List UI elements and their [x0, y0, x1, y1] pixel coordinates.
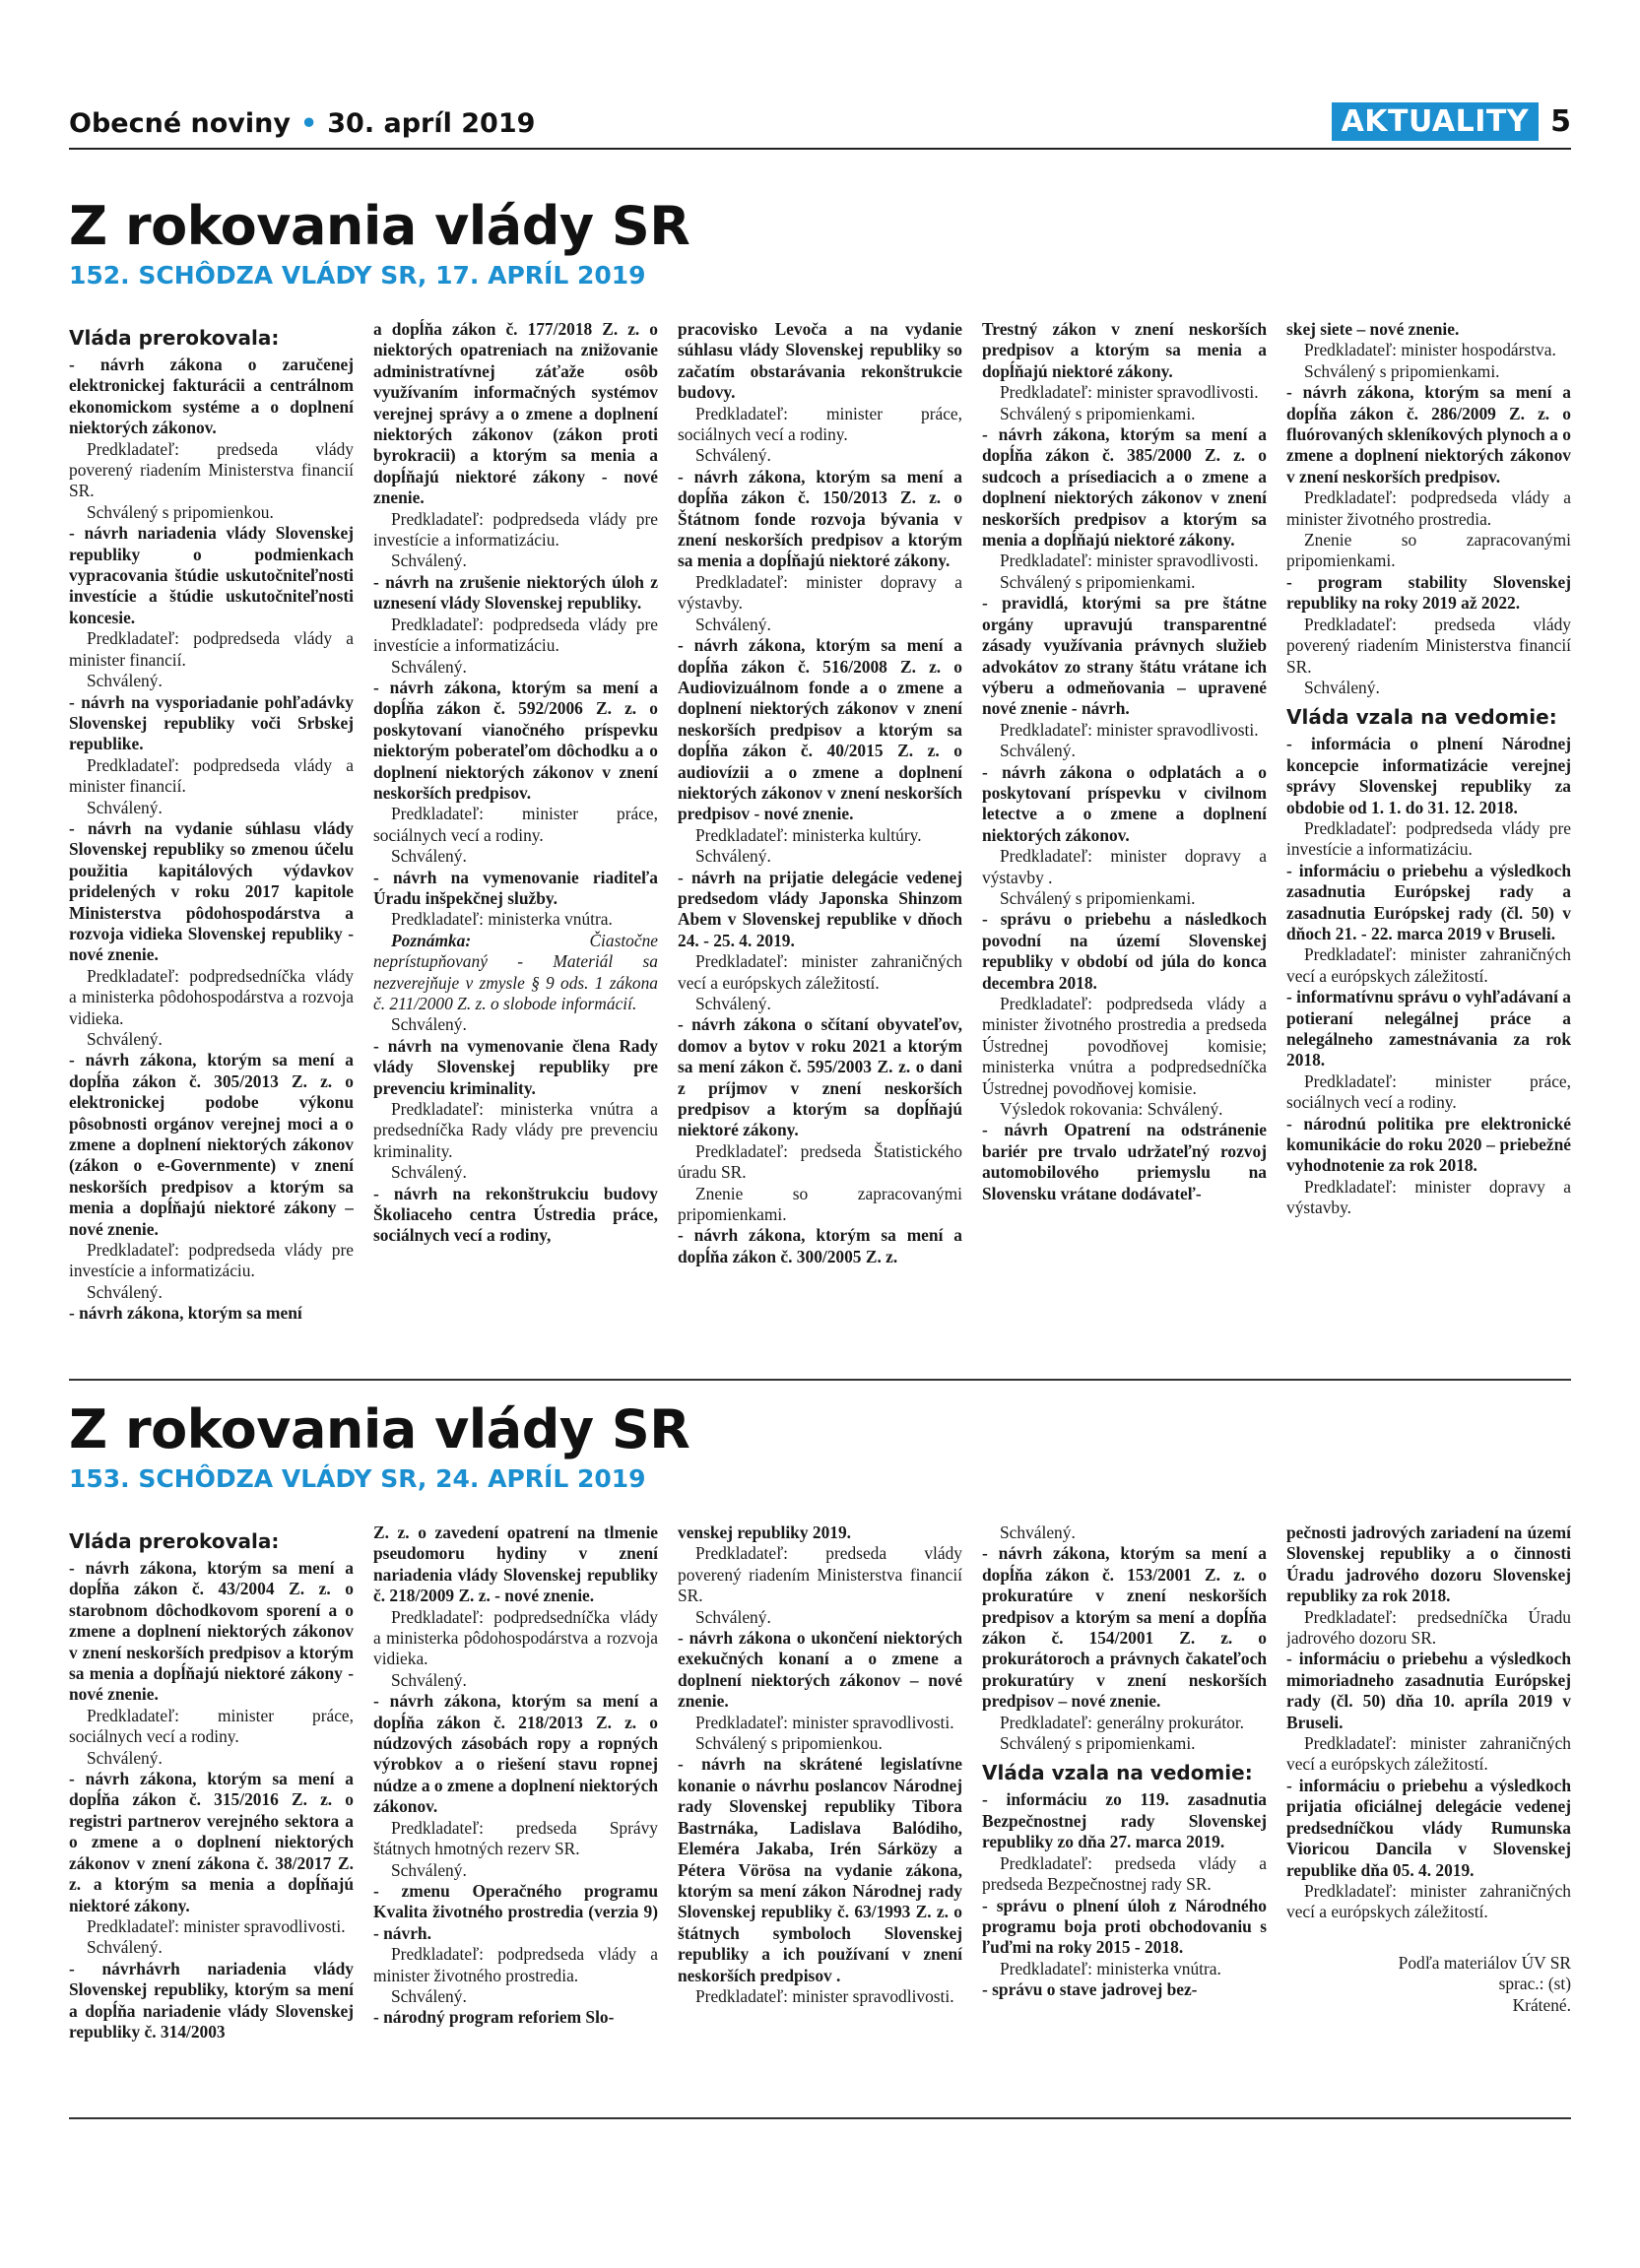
agenda-item: - návrh zákona o odplatách a o poskytovaní príspevku v civilnom letectve a o zmene a doplnení niektorých zákonov.	[982, 761, 1267, 845]
text-column	[982, 1523, 1267, 2143]
masthead	[69, 108, 535, 139]
item-detail: Schválený.	[87, 1937, 163, 1958]
item-detail: Predkladateľ: predsedníčka Úradu jadrového dozoru SR.	[1286, 1606, 1571, 1649]
agenda-item: venskej republiky 2019.	[678, 1523, 852, 1542]
item-detail: Predkladateľ: predseda vlády poverený riadením Ministerstva financií SR.	[1286, 614, 1571, 677]
agenda-item: - návrh zákona, ktorým sa mení a dopĺňa zákon č. 150/2013 Z. z. o Štátnom fonde rozvoja bývania v znení neskorších predpisov a ktorým sa menia a dopĺňajú niektoré zákony.	[678, 466, 962, 571]
item-detail: Schválený.	[1000, 741, 1076, 761]
agenda-item: - zmenu Operačného programu Kvalita životného prostredia (verzia 9) - návrh.	[373, 1880, 658, 1943]
item-detail: Schválený s pripomienkou.	[87, 501, 274, 522]
item-detail: Predkladateľ: predseda Správy štátnych hmotných rezerv SR.	[373, 1817, 658, 1859]
agenda-item: - návrh zákona, ktorým sa mení a dopĺňa zákon č. 592/2006 Z. z. o poskytovaní vianočného príspevku niektorým poberateľom dôchodku a o doplnení niektorých zákonov v znení neskorších predpisov.	[373, 677, 658, 803]
agenda-item: - návrh zákona o zaručenej elektronickej fakturácii a centrálnom ekonomickom systéme a o doplnení niektorých zákonov.	[69, 355, 354, 438]
item-detail: Predkladateľ: minister zahraničných vecí a európskych záležitostí.	[1286, 1880, 1571, 1922]
agenda-item: - návrh zákona, ktorým sa mení a dopĺňa zákon č. 385/2000 Z. z. o sudcoch a prísediacich a o zmene a doplnení niektorých zákonov v znení neskorších predpisov a ktorým sa menia a dopĺňajú niektoré zákony.	[982, 424, 1267, 551]
item-detail: Schválený.	[391, 1859, 467, 1880]
article-columns	[69, 1523, 1571, 2143]
item-detail: Predkladateľ: podpredseda vlády pre investície a informatizáciu.	[1286, 817, 1571, 860]
item-detail: Schválený.	[391, 656, 467, 677]
agenda-item: pracovisko Levoča a na vydanie súhlasu vlády Slovenskej republiky so začatím obstarávania rekonštrukcie budovy.	[678, 319, 962, 403]
item-detail: Schválený.	[391, 1014, 467, 1035]
text-column	[69, 319, 354, 1373]
agenda-item: - národný program reforiem Slo-	[373, 2007, 615, 2028]
text-column	[678, 1523, 962, 2143]
item-detail: Predkladateľ: ministerka vnútra a predsedníčka Rady vlády pre prevenciu kriminality.	[373, 1099, 658, 1161]
agenda-item: - návrh nariadenia vlády Slovenskej republiky o podmienkach vypracovania štúdie uskutočniteľnosti investície a štúdie uskutočniteľnosti koncesie.	[69, 523, 354, 627]
agenda-item: - návrh zákona, ktorým sa mení	[69, 1303, 302, 1324]
item-detail: Schválený s pripomienkami.	[1000, 887, 1196, 908]
agenda-item: - návrhávrh nariadenia vlády Slovenskej republiky, ktorým sa mení a dopĺňa nariadenie vlády Slovenskej republiky č. 314/2003	[69, 1958, 354, 2041]
article-153	[69, 1398, 1571, 2143]
item-detail: Predkladateľ: ministerka vnútra.	[1000, 1958, 1221, 1978]
item-detail: Schválený.	[87, 671, 163, 691]
item-detail: Schválený.	[391, 846, 467, 867]
item-detail: Predkladateľ: minister práce, sociálnych vecí a rodiny.	[373, 804, 658, 845]
item-detail: Schválený.	[695, 846, 771, 867]
credit-line: Podľa materiálov ÚV SR	[1398, 1952, 1571, 1973]
subheading: Vláda prerokovala:	[69, 326, 280, 350]
agenda-item: skej siete – nové znenie.	[1286, 319, 1460, 339]
item-detail: Schválený.	[1304, 677, 1380, 697]
item-detail: Predkladateľ: generálny prokurátor.	[1000, 1712, 1245, 1732]
agenda-item: - návrh zákona, ktorým sa mení a dopĺňa zákon č. 218/2013 Z. z. o núdzových zásobách ropy a ropných výrobkov a o riešení stavu ropnej núdze a o zmene a doplnení niektorých zákonov.	[373, 1691, 658, 1817]
page-number: 5	[1550, 104, 1571, 139]
issue-date: 30. apríl 2019	[327, 108, 536, 139]
agenda-item: - program stability Slovenskej republiky na roky 2019 až 2022.	[1286, 571, 1571, 614]
item-detail: Predkladateľ: podpredseda vlády a minister financií.	[69, 754, 354, 797]
item-detail: Predkladateľ: podpredseda vlády pre investície a informatizáciu.	[373, 614, 658, 656]
item-detail: Predkladateľ: minister zahraničných vecí a európskych záležitostí.	[1286, 1733, 1571, 1775]
article-columns	[69, 319, 1571, 1373]
agenda-item: Z. z. o zavedení opatrení na tlmenie pseudomoru hydiny v znení nariadenia vlády Slovenskej republiky č. 218/2009 Z. z. - nové znenie.	[373, 1523, 658, 1606]
item-detail: Schválený s pripomienkami.	[1000, 403, 1196, 423]
item-detail: Predkladateľ: ministerka vnútra.	[391, 909, 613, 930]
item-detail: Predkladateľ: podpredseda vlády pre investície a informatizáciu.	[373, 508, 658, 551]
item-detail: Predkladateľ: ministerka kultúry.	[695, 824, 922, 845]
text-column	[373, 319, 658, 1373]
agenda-item: - informatívnu správu o vyhľadávaní a potieraní nelegálnej práce a nelegálneho zamestnávania za rok 2018.	[1286, 987, 1571, 1070]
item-detail: Predkladateľ: predseda vlády poverený riadením Ministerstva financií SR.	[69, 438, 354, 501]
item-detail: Znenie so zapracovanými pripomienkami.	[678, 1183, 962, 1225]
item-detail: Predkladateľ: predseda Štatistického úradu SR.	[678, 1140, 962, 1183]
item-detail: Schválený.	[695, 1606, 771, 1627]
agenda-item: Trestný zákon v znení neskorších predpisov a ktorým sa menia a dopĺňajú niektoré zákony.	[982, 319, 1267, 381]
item-detail: Schválený.	[695, 994, 771, 1013]
item-detail: Schválený.	[695, 614, 771, 634]
agenda-item: - návrh zákona, ktorým sa mení a dopĺňa zákon č. 315/2016 Z. z. o registri partnerov verejného sektora a o zmene a o doplnení niektorých zákonov v znení zákona č. 38/2017 Z. z. a ktorým sa menia a dopĺňajú niektoré zákony.	[69, 1769, 354, 1915]
agenda-item: - návrh zákona, ktorým sa mení a dopĺňa zákon č. 305/2013 Z. z. o elektronickej podobe výkonu pôsobnosti orgánov verejnej moci a o zmene a doplnení niektorých zákonov (zákon o e-Governmente) v znení neskorších predpisov a ktorým sa menia a dopĺňajú niektoré zákony – nové znenie.	[69, 1050, 354, 1239]
agenda-item: - návrh zákona o ukončení niektorých exekučných konaní a o zmene a doplnení niektorých zákonov – nové znenie.	[678, 1628, 962, 1712]
item-detail: Predkladateľ: minister spravodlivosti.	[1000, 382, 1259, 403]
agenda-item: - návrh na zrušenie niektorých úloh z uznesení vlády Slovenskej republiky.	[373, 571, 658, 614]
header-rule	[69, 148, 1571, 150]
subheading: Vláda vzala na vedomie:	[982, 1761, 1253, 1785]
item-detail: Schválený.	[87, 1747, 163, 1768]
spacer	[1286, 1923, 1571, 1953]
item-detail: Predkladateľ: podpredseda vlády a minister životného prostredia a predseda Ústrednej povodňovej komisie; ministerka vnútra a podpredsedníčka Ústrednej povodňovej komisie.	[982, 994, 1267, 1098]
agenda-item: - návrh zákona, ktorým sa mení a dopĺňa zákon č. 286/2009 Z. z. o fluórovaných skleníkových plynoch a o zmene a doplnení niektorých zákonov v znení neskorších predpisov.	[1286, 382, 1571, 486]
agenda-item: - informáciu o priebehu a výsledkoch prijatia oficiálnej delegácie vedenej predsedníčkou vlády Rumunska Vioricou Dancila v Slovenskej republike dňa 05. 4. 2019.	[1286, 1775, 1571, 1880]
article-152	[69, 195, 1571, 1373]
agenda-item: - návrh na vymenovanie člena Rady vlády Slovenskej republiky pre prevenciu kriminality.	[373, 1035, 658, 1098]
item-detail: Predkladateľ: podpredseda vlády a minister životného prostredia.	[1286, 487, 1571, 529]
credit-line: sprac.: (st)	[1498, 1974, 1571, 1994]
item-detail: Schválený.	[391, 1669, 467, 1690]
agenda-item: - správu o stave jadrovej bez-	[982, 1979, 1198, 2000]
item-detail: Schválený s pripomienkami.	[1304, 360, 1500, 381]
note-label: Poznámka:	[391, 930, 472, 950]
item-detail: Predkladateľ: podpredseda vlády a minister financií.	[69, 628, 354, 670]
footer-rule	[69, 2117, 1571, 2119]
item-detail: Predkladateľ: minister práce, sociálnych vecí a rodiny.	[69, 1705, 354, 1747]
item-detail: Výsledok rokovania: Schválený.	[1000, 1099, 1223, 1120]
agenda-item: - správu o priebehu a následkoch povodní na území Slovenskej republiky v období od júla do konca decembra 2018.	[982, 909, 1267, 993]
item-detail: Predkladateľ: podpredseda vlády pre investície a informatizáciu.	[69, 1240, 354, 1281]
item-detail: Schválený s pripomienkou.	[695, 1733, 883, 1754]
item-detail: Predkladateľ: podpredseda vlády a minister životného prostredia.	[373, 1944, 658, 1985]
note-text: Čiastočne neprístupňovaný - Materiál sa nezverejňuje v zmysle § 9 ods. 1 zákona č. 211/2000 Z. z. o slobode informácií.	[373, 930, 658, 1013]
article-title: Z rokovania vlády SR	[69, 195, 690, 257]
article-subtitle: 152. SCHÔDZA VLÁDY SR, 17. APRÍL 2019	[69, 261, 646, 290]
agenda-item: - návrh zákona, ktorým sa mení a dopĺňa zákon č. 516/2008 Z. z. o Audiovizuálnom fonde a o zmene a doplnení niektorých zákonov v znení neskorších predpisov a ktorým sa dopĺňa zákon č. 40/2015 Z. z. o audiovízii a o zmene a doplnení niektorých zákonov v znení neskorších predpisov - nové znenie.	[678, 635, 962, 824]
agenda-item: - návrh na prijatie delegácie vedenej predsedom vlády Japonska Shinzom Abem v Slovenskej republike v dňoch 24. - 25. 4. 2019.	[678, 867, 962, 950]
item-detail: Predkladateľ: predseda vlády a predseda Bezpečnostnej rady SR.	[982, 1852, 1267, 1895]
item-detail: Predkladateľ: minister práce, sociálnych vecí a rodiny.	[678, 403, 962, 445]
item-detail: Predkladateľ: minister dopravy a výstavby.	[678, 571, 962, 614]
agenda-item: pečnosti jadrových zariadení na území Slovenskej republiky a o činnosti Úradu jadrového dozoru Slovenskej republiky za rok 2018.	[1286, 1523, 1571, 1606]
item-detail: Schválený.	[87, 797, 163, 817]
item-detail: Predkladateľ: minister spravodlivosti.	[1000, 551, 1259, 571]
agenda-item: - návrh na vydanie súhlasu vlády Slovenskej republiky so zmenou účelu použitia kapitálových výdavkov pridelených v roku 2017 kapitole Ministerstva pôdohospodárstva a rozvoja vidieka Slovenskej republiky - nové znenie.	[69, 817, 354, 965]
article-title: Z rokovania vlády SR	[69, 1398, 690, 1460]
agenda-item: - návrh na vysporiadanie pohľadávky Slovenskej republiky voči Srbskej republike.	[69, 691, 354, 754]
item-detail: Znenie so zapracovanými pripomienkami.	[1286, 530, 1571, 571]
item-detail: Schválený.	[391, 1985, 467, 2006]
item-detail: Schválený s pripomienkami.	[1000, 571, 1196, 592]
item-detail: Schválený.	[391, 1162, 467, 1183]
item-detail: Predkladateľ: podpredsedníčka vlády a ministerka pôdohospodárstva a rozvoja vidieka.	[69, 965, 354, 1028]
item-detail: Predkladateľ: minister dopravy a výstavby .	[982, 846, 1267, 887]
text-column	[1286, 1523, 1571, 2143]
item-detail: Schválený.	[87, 1029, 163, 1049]
item-detail: Schválený.	[1000, 1523, 1076, 1542]
text-column	[373, 1523, 658, 2143]
item-detail: Schválený.	[695, 445, 771, 466]
agenda-item: - pravidlá, ktorými sa pre štátne orgány upravujú transparentné zásady využívania právnych služieb advokátov zo strany štátu vrátane ich výberu a odmeňovania – upravené nové znenie - návrh.	[982, 593, 1267, 719]
subheading: Vláda vzala na vedomie:	[1286, 705, 1557, 730]
item-detail: Predkladateľ: minister práce, sociálnych vecí a rodiny.	[1286, 1070, 1571, 1113]
agenda-item: - informáciu o priebehu a výsledkoch mimoriadneho zasadnutia Európskej rady (čl. 50) dňa 10. apríla 2019 v Bruseli.	[1286, 1649, 1571, 1732]
credit-line: Krátené.	[1512, 1994, 1571, 2015]
agenda-item: - návrh zákona, ktorým sa mení a dopĺňa zákon č. 300/2005 Z. z.	[678, 1225, 962, 1266]
section-label: AKTUALITY	[1332, 102, 1540, 141]
agenda-item: - návrh zákona, ktorým sa mení a dopĺňa zákon č. 153/2001 Z. z. o prokuratúre v znení neskorších predpisov a ktorým sa mení a dopĺňa zákon č. 154/2001 Z. z. o prokurátoroch a právnych čakateľoch prokuratúry v znení neskorších predpisov – nové znenie.	[982, 1543, 1267, 1712]
agenda-item: - návrh zákona o sčítaní obyvateľov, domov a bytov v roku 2021 a ktorým sa mení zákon č. 595/2003 Z. z. o dani z príjmov v znení neskorších predpisov a ktorým sa dopĺňajú niektoré zákony.	[678, 1014, 962, 1140]
agenda-item: - návrh Opatrení na odstránenie bariér pre trvalo udržateľný rozvoj automobilového priemyslu na Slovensku vrátane dodávateľ-	[982, 1120, 1267, 1203]
item-detail: Predkladateľ: minister spravodlivosti.	[695, 1985, 954, 2006]
subheading: Vláda prerokovala:	[69, 1529, 280, 1553]
section-header	[1332, 102, 1571, 141]
agenda-item: - návrh na vymenovanie riaditeľa Úradu inšpekčnej služby.	[373, 867, 658, 908]
agenda-item: - návrh na skrátené legislatívne konanie o návrhu poslancov Národnej rady Slovenskej republiky Tibora Bastrnáka, Ladislava Balódiho, Eleméra Jakaba, Irén Sárközy a Pétera Vörösa na vydanie zákona, ktorým sa mení zákon Národnej rady Slovenskej republiky č. 63/1993 Z. z. o štátnych symboloch Slovenskej republiky a ich používaní v znení neskorších predpisov .	[678, 1754, 962, 1985]
agenda-item: - správu o plnení úloh z Národného programu boja proti obchodovaniu s ľuďmi na roky 2015 - 2018.	[982, 1895, 1267, 1958]
item-detail: Predkladateľ: minister spravodlivosti.	[1000, 719, 1259, 740]
text-column	[69, 1523, 354, 2143]
item-detail: Predkladateľ: minister spravodlivosti.	[695, 1712, 954, 1732]
item-detail: Predkladateľ: minister spravodlivosti.	[87, 1915, 346, 1936]
item-detail: Predkladateľ: minister zahraničných vecí a európskych záležitostí.	[678, 951, 962, 993]
agenda-item: a dopĺňa zákon č. 177/2018 Z. z. o niektorých opatreniach na znižovanie administratívnej záťaže osôb využívaním informačných systémov verejnej správy a o zmene a doplnení niektorých zákonov (zákon proti byrokracii) a ktorým sa menia a dopĺňajú niektoré zákony - nové znenie.	[373, 319, 658, 508]
agenda-item: - informácia o plnení Národnej koncepcie informatizácie verejnej správy Slovenskej republiky za obdobie od 1. 1. do 31. 12. 2018.	[1286, 734, 1571, 817]
note	[373, 931, 658, 1015]
item-detail: Predkladateľ: minister dopravy a výstavby.	[1286, 1176, 1571, 1218]
text-column	[678, 319, 962, 1373]
item-detail: Predkladateľ: podpredsedníčka vlády a ministerka pôdohospodárstva a rozvoja vidieka.	[373, 1606, 658, 1669]
agenda-item: - národnú politika pre elektronické komunikácie do roku 2020 – priebežné vyhodnotenie za rok 2018.	[1286, 1113, 1571, 1176]
item-detail: Schválený.	[391, 551, 467, 571]
agenda-item: - návrh na rekonštrukciu budovy Školiaceho centra Ústredia práce, sociálnych vecí a rodiny,	[373, 1183, 658, 1246]
item-detail: Schválený s pripomienkami.	[1000, 1733, 1196, 1754]
agenda-item: - návrh zákona, ktorým sa mení a dopĺňa zákon č. 43/2004 Z. z. o starobnom dôchodkovom sporení a o zmene a doplnení niektorých zákonov v znení neskorších predpisov a ktorým sa menia a dopĺňajú niektoré zákony - nové znenie.	[69, 1558, 354, 1705]
item-detail: Predkladateľ: minister hospodárstva.	[1304, 340, 1556, 360]
article-subtitle: 153. SCHÔDZA VLÁDY SR, 24. APRÍL 2019	[69, 1464, 646, 1493]
text-column	[982, 319, 1267, 1373]
agenda-item: - informáciu zo 119. zasadnutia Bezpečnostnej rady Slovenskej republiky zo dňa 27. marca 2019.	[982, 1789, 1267, 1852]
publication-name: Obecné noviny	[69, 108, 291, 139]
item-detail: Predkladateľ: minister zahraničných vecí a európskych záležitostí.	[1286, 944, 1571, 986]
separator-dot: •	[299, 108, 318, 139]
item-detail: Schválený.	[87, 1281, 163, 1302]
item-detail: Predkladateľ: predseda vlády poverený riadením Ministerstva financií SR.	[678, 1543, 962, 1606]
section-divider	[69, 1379, 1571, 1381]
text-column	[1286, 319, 1571, 1373]
agenda-item: - informáciu o priebehu a výsledkoch zasadnutia Európskej rady a zasadnutia Európskej rady (čl. 50) v dňoch 21. - 22. marca 2019 v Bruseli.	[1286, 860, 1571, 943]
